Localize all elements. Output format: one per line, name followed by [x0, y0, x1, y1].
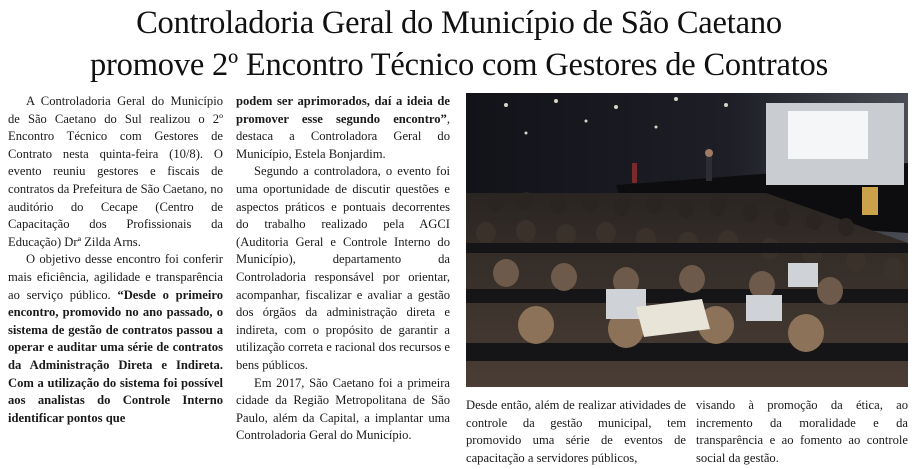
- auditorium-photo-illustration: [466, 93, 908, 387]
- quote-attribution: , destaca a Controladora Geral do Município, Estela Bonjardim.: [236, 111, 450, 161]
- event-photo: [466, 93, 908, 387]
- paragraph-controller: Segundo a controladora, o evento foi uma oportunidade de discutir questões e aspectos práticos e pontuais decorrentes do trabalho realizado pela AGCI (Auditoria Geral e Controle Interno do Município), departamento da Controladoria responsável por orientar, acompanhar, fiscalizar e avaliar a gestão dos órgãos da administração direta e indireta, com o propósito de garantir a utilização correta e racional dos recursos e bens públicos.: [236, 164, 450, 372]
- objective-text: O objetivo desse encontro foi conferir mais eficiência, agilidade e transparência ao serviço público.: [8, 252, 223, 302]
- article-column-4: [696, 397, 908, 467]
- article-column-3: [466, 397, 686, 467]
- paragraph-ethics: visando à promoção da ética, ao incremento da moralidade e da transparência e ao fomento ao controle social da gestão.: [696, 398, 908, 465]
- headline: [0, 2, 918, 86]
- paragraph-quote-end: [236, 93, 450, 163]
- headline-line-2: promove 2º Encontro Técnico com Gestores de Contratos: [89, 47, 829, 83]
- quote-continuation: podem ser aprimorados, daí a ideia de promover esse segundo encontro”: [236, 94, 450, 126]
- quote-text: “Desde o primeiro encontro, promovido no ano passado, o sistema de gestão de contratos passou a operar e auditar uma série de contratos da Administração Direta e Indireta. Com a utilização do sistema foi possível aos analistas do Controle Interno identificar pontos que: [8, 287, 223, 425]
- headline-line-1: Controladoria Geral do Município de São Caetano: [136, 5, 782, 41]
- article-column-1: [8, 93, 223, 427]
- paragraph-intro: A Controladoria Geral do Município de São Caetano do Sul realizou o 2º Encontro Técnico com Gestores de Contrato nesta quinta-feira (10/8). O evento reuniu gestores e fiscais de contratos da Prefeitura de São Caetano, no auditório do Cecape (Centro de Capacitação dos Profissionais da Educação) Drª Zilda Arns.: [8, 94, 223, 249]
- paragraph-since: Desde então, além de realizar atividades de controle da gestão municipal, tem promovido uma série de eventos de capacitação a servidores públicos,: [466, 398, 686, 465]
- paragraph-2017: Em 2017, São Caetano foi a primeira cidade da Região Metropolitana de São Paulo, além da Capital, a implantar uma Controladoria Geral do Município.: [236, 375, 450, 443]
- paragraph-objective: [8, 251, 223, 427]
- article-column-2: [236, 93, 450, 445]
